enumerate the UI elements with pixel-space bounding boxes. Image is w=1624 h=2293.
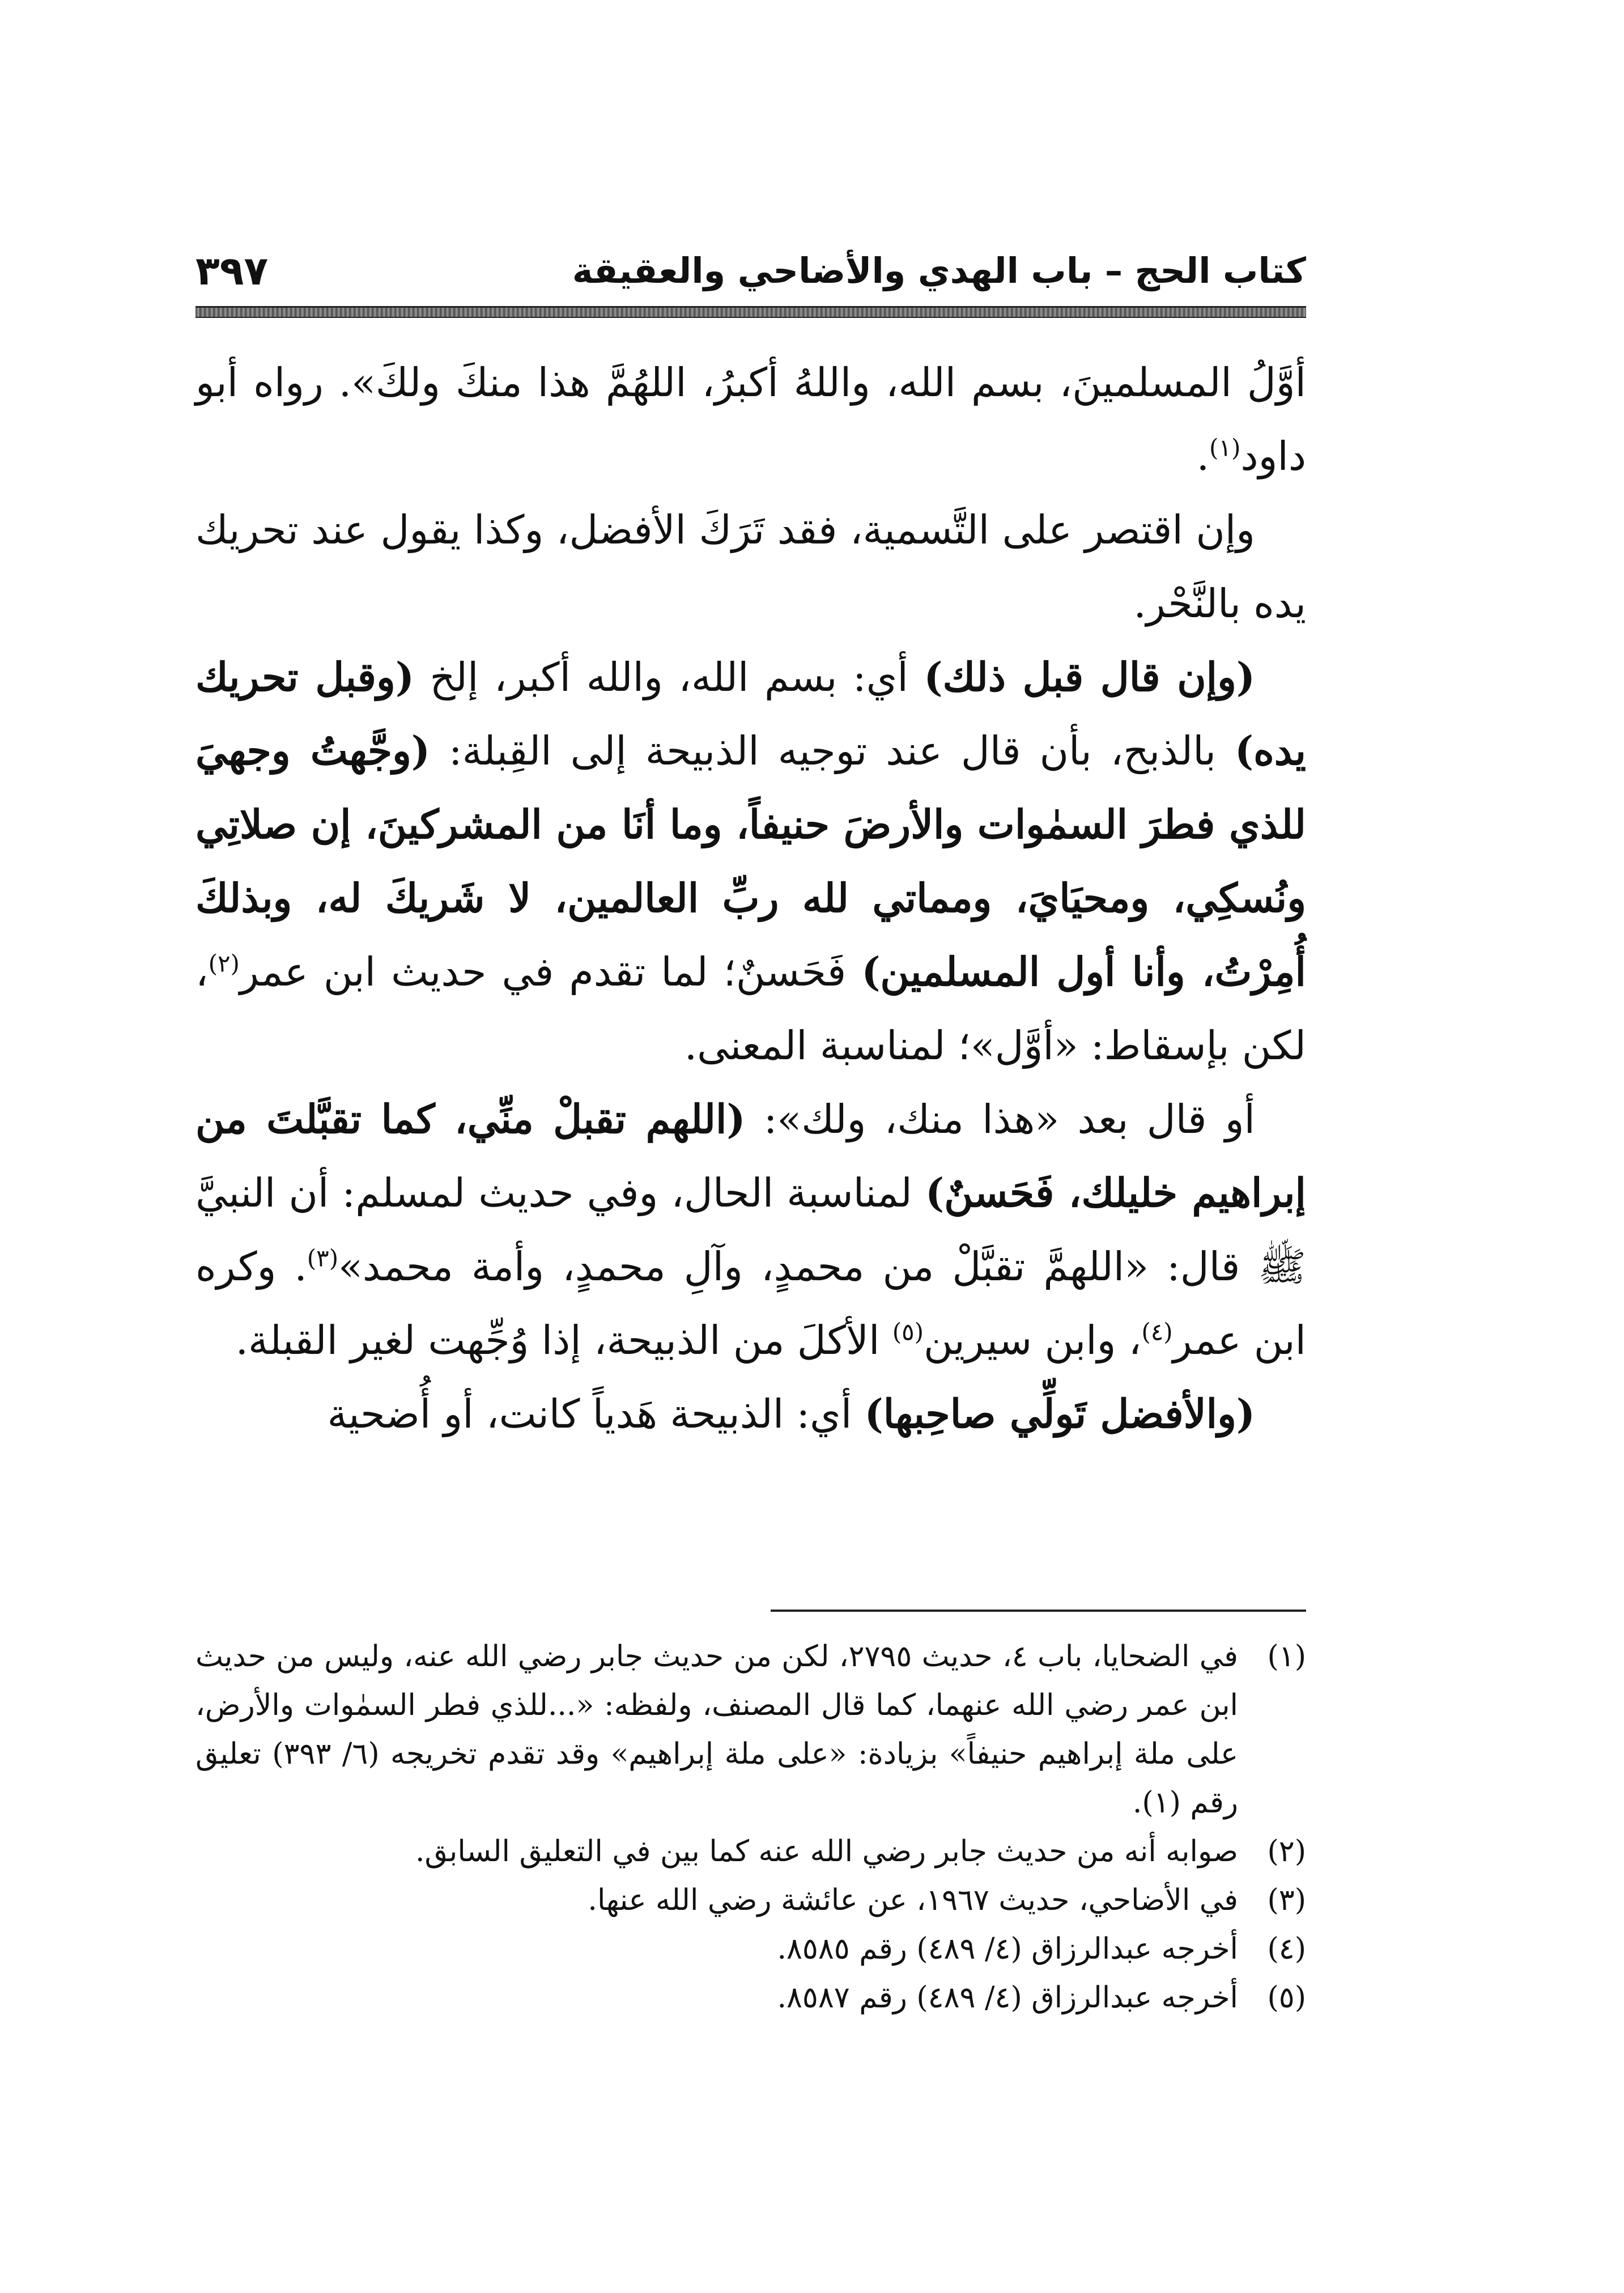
commentary-text-10: أي: الذبيحة هَدياً كانت، أو أُضحية bbox=[327, 1391, 865, 1437]
footnote-text: أخرجه عبدالرزاق (٤/ ٤٨٩) رقم ٨٥٨٧. bbox=[777, 1981, 1238, 2015]
paragraph-1 bbox=[195, 346, 1306, 493]
header-divider bbox=[195, 306, 1306, 318]
footnote-number: (٣) bbox=[1267, 1883, 1306, 1917]
commentary-text-7: . وكره ابن عمر bbox=[195, 1243, 1306, 1364]
commentary-text-8: ، وابن سيرين bbox=[924, 1317, 1142, 1364]
footnote-1 bbox=[195, 1632, 1306, 1827]
footnote-ref-5: (٥) bbox=[892, 1318, 924, 1346]
page-header bbox=[195, 238, 1306, 306]
matn-phrase-5: (والأفضل تَولِّي صاحِبها) bbox=[864, 1390, 1255, 1437]
footnote-4 bbox=[195, 1925, 1306, 1973]
page-number: ٣٩٧ bbox=[195, 248, 269, 294]
running-title: كتاب الحج – باب الهدي والأضاحي والعقيقة bbox=[572, 250, 1306, 291]
matn-phrase-2: (وقبل تحريك يده) bbox=[195, 653, 1306, 774]
footnote-number: (١) bbox=[1267, 1640, 1306, 1674]
footnote-ref-2: (٢) bbox=[208, 949, 240, 978]
paragraph-1-end: . bbox=[1196, 433, 1210, 479]
paragraph-2: وإن اقتصر على التَّسمية، فقد تَرَكَ الأفضل، وكذا يقول عند تحريك يده بالنَّحْر. bbox=[195, 507, 1306, 627]
footnote-ref-1: (١) bbox=[1209, 434, 1241, 462]
footnote-ref-4: (٤) bbox=[1141, 1318, 1173, 1346]
footnote-ref-3: (٣) bbox=[307, 1244, 339, 1272]
footnote-text: في الأضاحي، حديث ١٩٦٧، عن عائشة رضي الله عنها. bbox=[588, 1883, 1238, 1917]
commentary-text-5: أو قال بعد «هذا منك، ولك»: bbox=[745, 1096, 1256, 1143]
footnote-2 bbox=[195, 1827, 1306, 1876]
paragraph-4 bbox=[195, 1082, 1306, 1377]
footnote-text: أخرجه عبدالرزاق (٤/ ٤٨٩) رقم ٨٥٨٥. bbox=[777, 1932, 1238, 1966]
commentary-text-1: أي: بسم الله، والله أكبر، إلخ bbox=[414, 654, 924, 700]
matn-phrase-1: (وإن قال قبل ذلك) bbox=[924, 653, 1255, 700]
commentary-text-9: الأكلَ من الذبيحة، إذا وُجِّهت لغير القبلة. bbox=[235, 1317, 892, 1364]
commentary-text-3: فَحَسنٌ؛ لما تقدم في حديث ابن عمر bbox=[239, 949, 862, 995]
footnote-number: (٥) bbox=[1267, 1981, 1306, 2015]
paragraph-1-text: أوَّلُ المسلمينَ، بسم الله، واللهُ أكبرُ، اللهُمَّ هذا منكَ ولكَ». رواه أبو داود bbox=[195, 359, 1306, 479]
commentary-text-4: ، لكن بإسقاط: «أوَّل»؛ لمناسبة المعنى. bbox=[195, 949, 1306, 1069]
footnotes bbox=[195, 1632, 1306, 2022]
footnote-number: (٢) bbox=[1267, 1835, 1306, 1869]
footnote-text: في الضحايا، باب ٤، حديث ٢٧٩٥، لكن من حديث جابر رضي الله عنه، وليس من حديث ابن عمر رضي الله عنهما، كما قال المصنف، ولفظه: «...للذي فطر السمٰوات والأرض، على ملة إبراهيم حنيفاً» بزيادة: «على ملة إبراهيم» وقد تقدم تخريجه (٦/ ٣٩٣) تعليق رقم (١). bbox=[195, 1640, 1239, 1820]
footnote-text: صوابه أنه من حديث جابر رضي الله عنه كما بين في التعليق السابق. bbox=[415, 1835, 1238, 1869]
matn-phrase-3: (وجَّهتُ وجهيَ للذي فطرَ السمٰوات والأرضَ حنيفاً، وما أنَا من المشركينَ، إن صلاتِي ونُسكِي، ومحيَايَ، ومماتي لله ربِّ العالمين، لا شَريكَ له، وبذلكَ أُمِرْتُ، وأنا أول المسلمين) bbox=[195, 727, 1306, 995]
footnote-number: (٤) bbox=[1267, 1932, 1306, 1966]
paragraph-5 bbox=[195, 1377, 1306, 1451]
commentary-text-2: بالذبح، بأن قال عند توجيه الذبيحة إلى القِبلة: bbox=[430, 728, 1235, 774]
paragraph-3 bbox=[195, 640, 1306, 1082]
commentary-text-6: لمناسبة الحال، وفي حديث لمسلم: أن النبيَّ ﷺ قال: «اللهمَّ تقبَّلْ من محمدٍ، وآلِ محمدٍ، وأمة محمد» bbox=[195, 1170, 1306, 1290]
matn-phrase-4: (اللهم تقبلْ منِّي، كما تقبَّلتَ من إبراهيم خليلك، فَحَسنٌ) bbox=[195, 1095, 1306, 1216]
main-text bbox=[195, 346, 1306, 1451]
footnote-5 bbox=[195, 1973, 1306, 2022]
footnote-3 bbox=[195, 1876, 1306, 1925]
footnote-divider bbox=[771, 1610, 1306, 1612]
